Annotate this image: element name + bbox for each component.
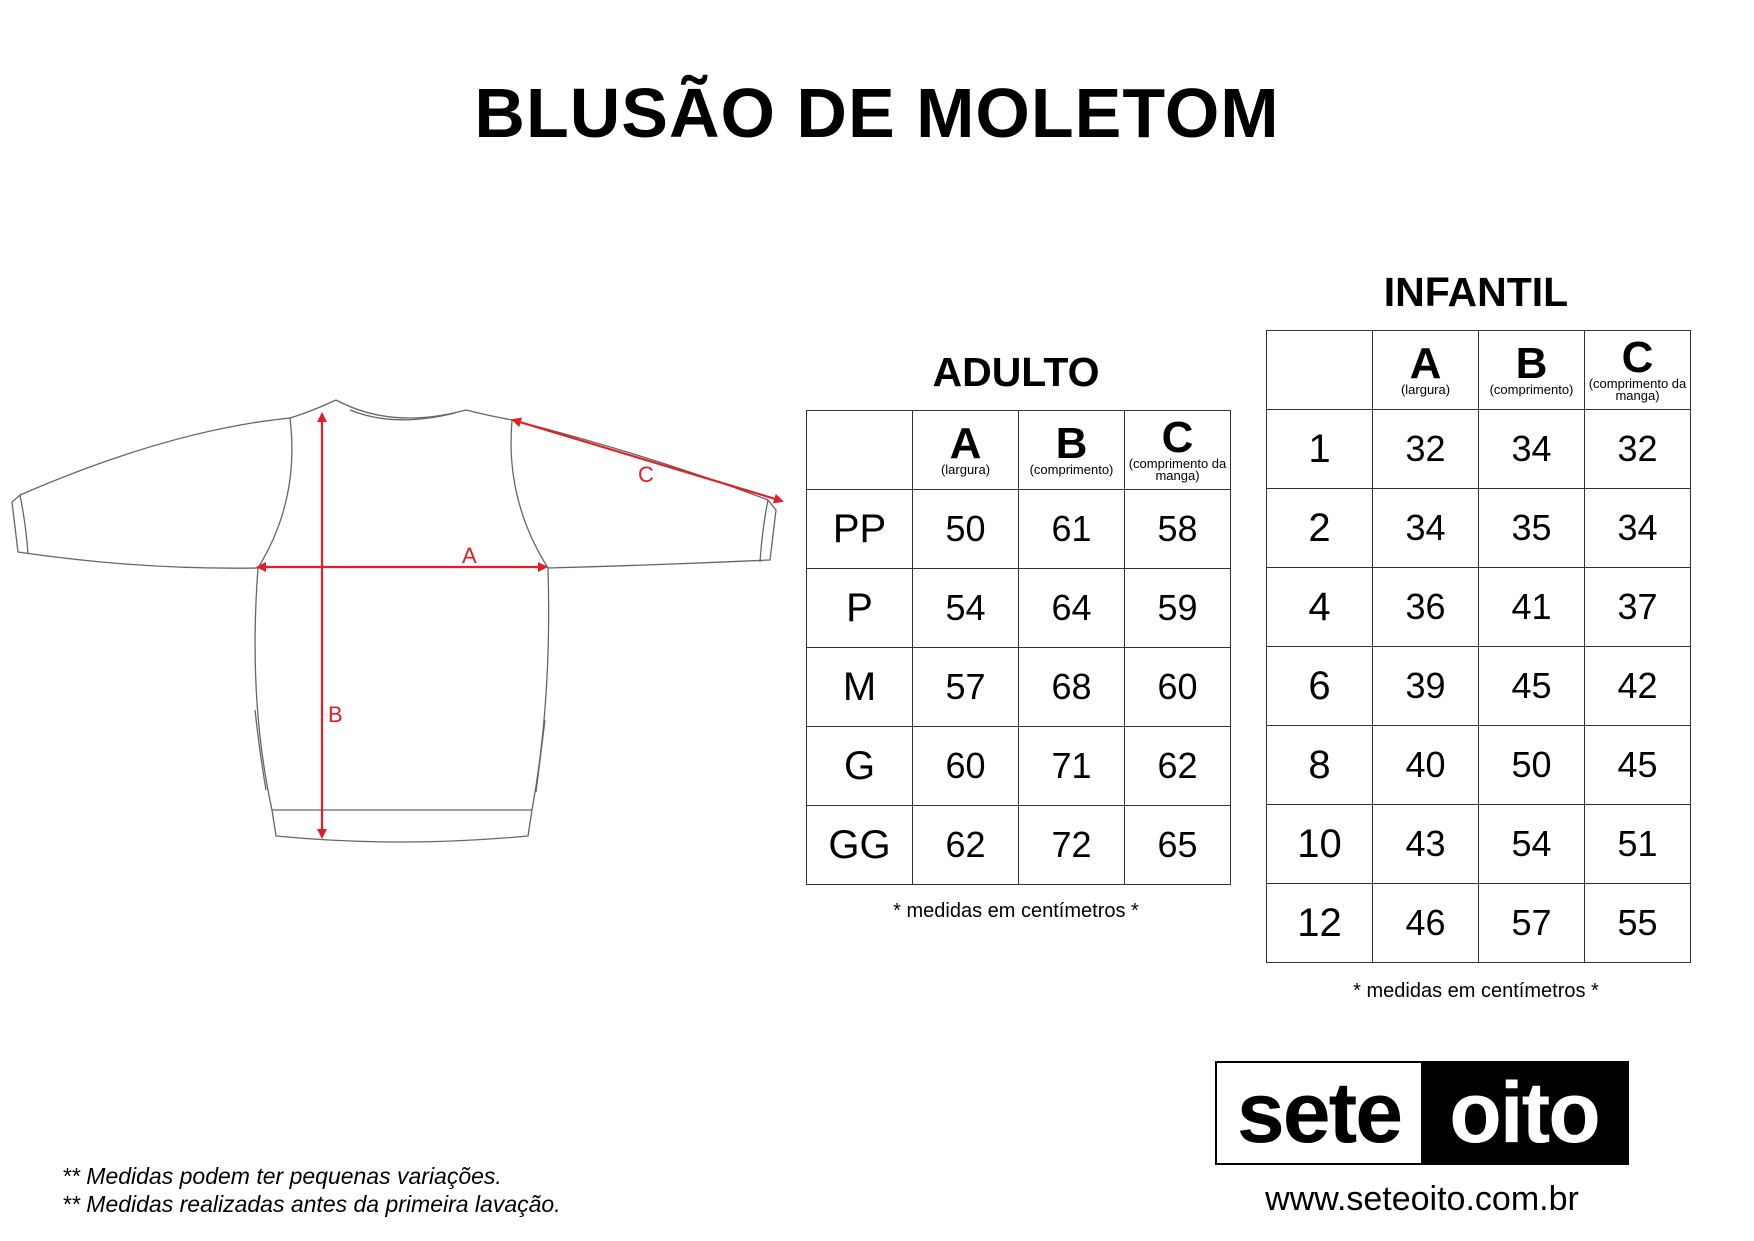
value-cell: 34 <box>1585 489 1691 568</box>
value-cell: 68 <box>1019 648 1125 727</box>
value-cell: 71 <box>1019 727 1125 806</box>
value-cell: 41 <box>1479 568 1585 647</box>
size-label: 2 <box>1267 489 1373 568</box>
table-row <box>1267 568 1691 647</box>
value-cell: 65 <box>1125 806 1231 885</box>
footnote: ** Medidas realizadas antes da primeira lavação. <box>62 1191 561 1217</box>
adult-units-note: * medidas em centímetros * <box>893 900 1139 922</box>
table-row <box>807 569 1231 648</box>
website-url: www.seteoito.com.br <box>1265 1180 1579 1218</box>
value-cell: 59 <box>1125 569 1231 648</box>
value-cell: 54 <box>913 569 1019 648</box>
value-cell: 37 <box>1585 568 1691 647</box>
arrow-c <box>513 420 782 501</box>
child-units-note: * medidas em centímetros * <box>1353 980 1599 1002</box>
table-row <box>807 727 1231 806</box>
child-size-table <box>1266 330 1691 963</box>
value-cell: 57 <box>1479 884 1585 963</box>
value-cell: 39 <box>1373 647 1479 726</box>
header-col-a: A (largura) <box>913 411 1019 490</box>
adult-table-title: ADULTO <box>932 349 1100 395</box>
measurement-arrows <box>258 414 782 837</box>
value-cell: 55 <box>1585 884 1691 963</box>
value-cell: 34 <box>1479 410 1585 489</box>
sweatshirt-diagram <box>0 380 800 860</box>
label-c: C <box>638 462 654 487</box>
size-label: 4 <box>1267 568 1373 647</box>
value-cell: 62 <box>1125 727 1231 806</box>
value-cell: 35 <box>1479 489 1585 568</box>
label-a: A <box>462 543 477 568</box>
table-row <box>807 806 1231 885</box>
value-cell: 34 <box>1373 489 1479 568</box>
header-col-c: C (comprimento da manga) <box>1585 331 1691 410</box>
size-label: 1 <box>1267 410 1373 489</box>
value-cell: 42 <box>1585 647 1691 726</box>
size-label: 10 <box>1267 805 1373 884</box>
size-label: PP <box>807 490 913 569</box>
table-row <box>1267 884 1691 963</box>
sweatshirt-outline <box>12 400 776 842</box>
size-label: G <box>807 727 913 806</box>
header-blank-cell <box>1267 331 1373 410</box>
value-cell: 32 <box>1585 410 1691 489</box>
brand-logo <box>1215 1061 1629 1165</box>
table-row <box>1267 726 1691 805</box>
value-cell: 45 <box>1585 726 1691 805</box>
value-cell: 40 <box>1373 726 1479 805</box>
header-col-a: A (largura) <box>1373 331 1479 410</box>
table-row <box>1267 805 1691 884</box>
table-row <box>1267 647 1691 726</box>
value-cell: 60 <box>913 727 1019 806</box>
value-cell: 45 <box>1479 647 1585 726</box>
value-cell: 50 <box>1479 726 1585 805</box>
size-label: P <box>807 569 913 648</box>
value-cell: 62 <box>913 806 1019 885</box>
label-b: B <box>328 702 343 727</box>
value-cell: 72 <box>1019 806 1125 885</box>
table-header-row <box>1267 331 1691 410</box>
table-row <box>1267 410 1691 489</box>
value-cell: 64 <box>1019 569 1125 648</box>
value-cell: 57 <box>913 648 1019 727</box>
size-label: GG <box>807 806 913 885</box>
logo-text-left: sete <box>1236 1064 1402 1161</box>
table-row <box>1267 489 1691 568</box>
value-cell: 58 <box>1125 490 1231 569</box>
adult-size-table <box>806 410 1231 885</box>
value-cell: 50 <box>913 490 1019 569</box>
table-row <box>807 490 1231 569</box>
value-cell: 54 <box>1479 805 1585 884</box>
value-cell: 46 <box>1373 884 1479 963</box>
child-table-title: INFANTIL <box>1383 269 1569 315</box>
value-cell: 51 <box>1585 805 1691 884</box>
value-cell: 60 <box>1125 648 1231 727</box>
header-col-b: B (comprimento) <box>1019 411 1125 490</box>
size-label: 8 <box>1267 726 1373 805</box>
logo-text-right: oito <box>1421 1063 1627 1163</box>
size-label: M <box>807 648 913 727</box>
page-title: BLUSÃO DE MOLETOM <box>474 74 1280 152</box>
table-row <box>807 648 1231 727</box>
value-cell: 61 <box>1019 490 1125 569</box>
header-col-c: C (comprimento da manga) <box>1125 411 1231 490</box>
value-cell: 43 <box>1373 805 1479 884</box>
value-cell: 36 <box>1373 568 1479 647</box>
size-label: 12 <box>1267 884 1373 963</box>
table-header-row <box>807 411 1231 490</box>
footnotes <box>62 1162 561 1218</box>
footnote: ** Medidas podem ter pequenas variações. <box>62 1163 502 1189</box>
value-cell: 32 <box>1373 410 1479 489</box>
header-col-b: B (comprimento) <box>1479 331 1585 410</box>
header-blank-cell <box>807 411 913 490</box>
size-label: 6 <box>1267 647 1373 726</box>
